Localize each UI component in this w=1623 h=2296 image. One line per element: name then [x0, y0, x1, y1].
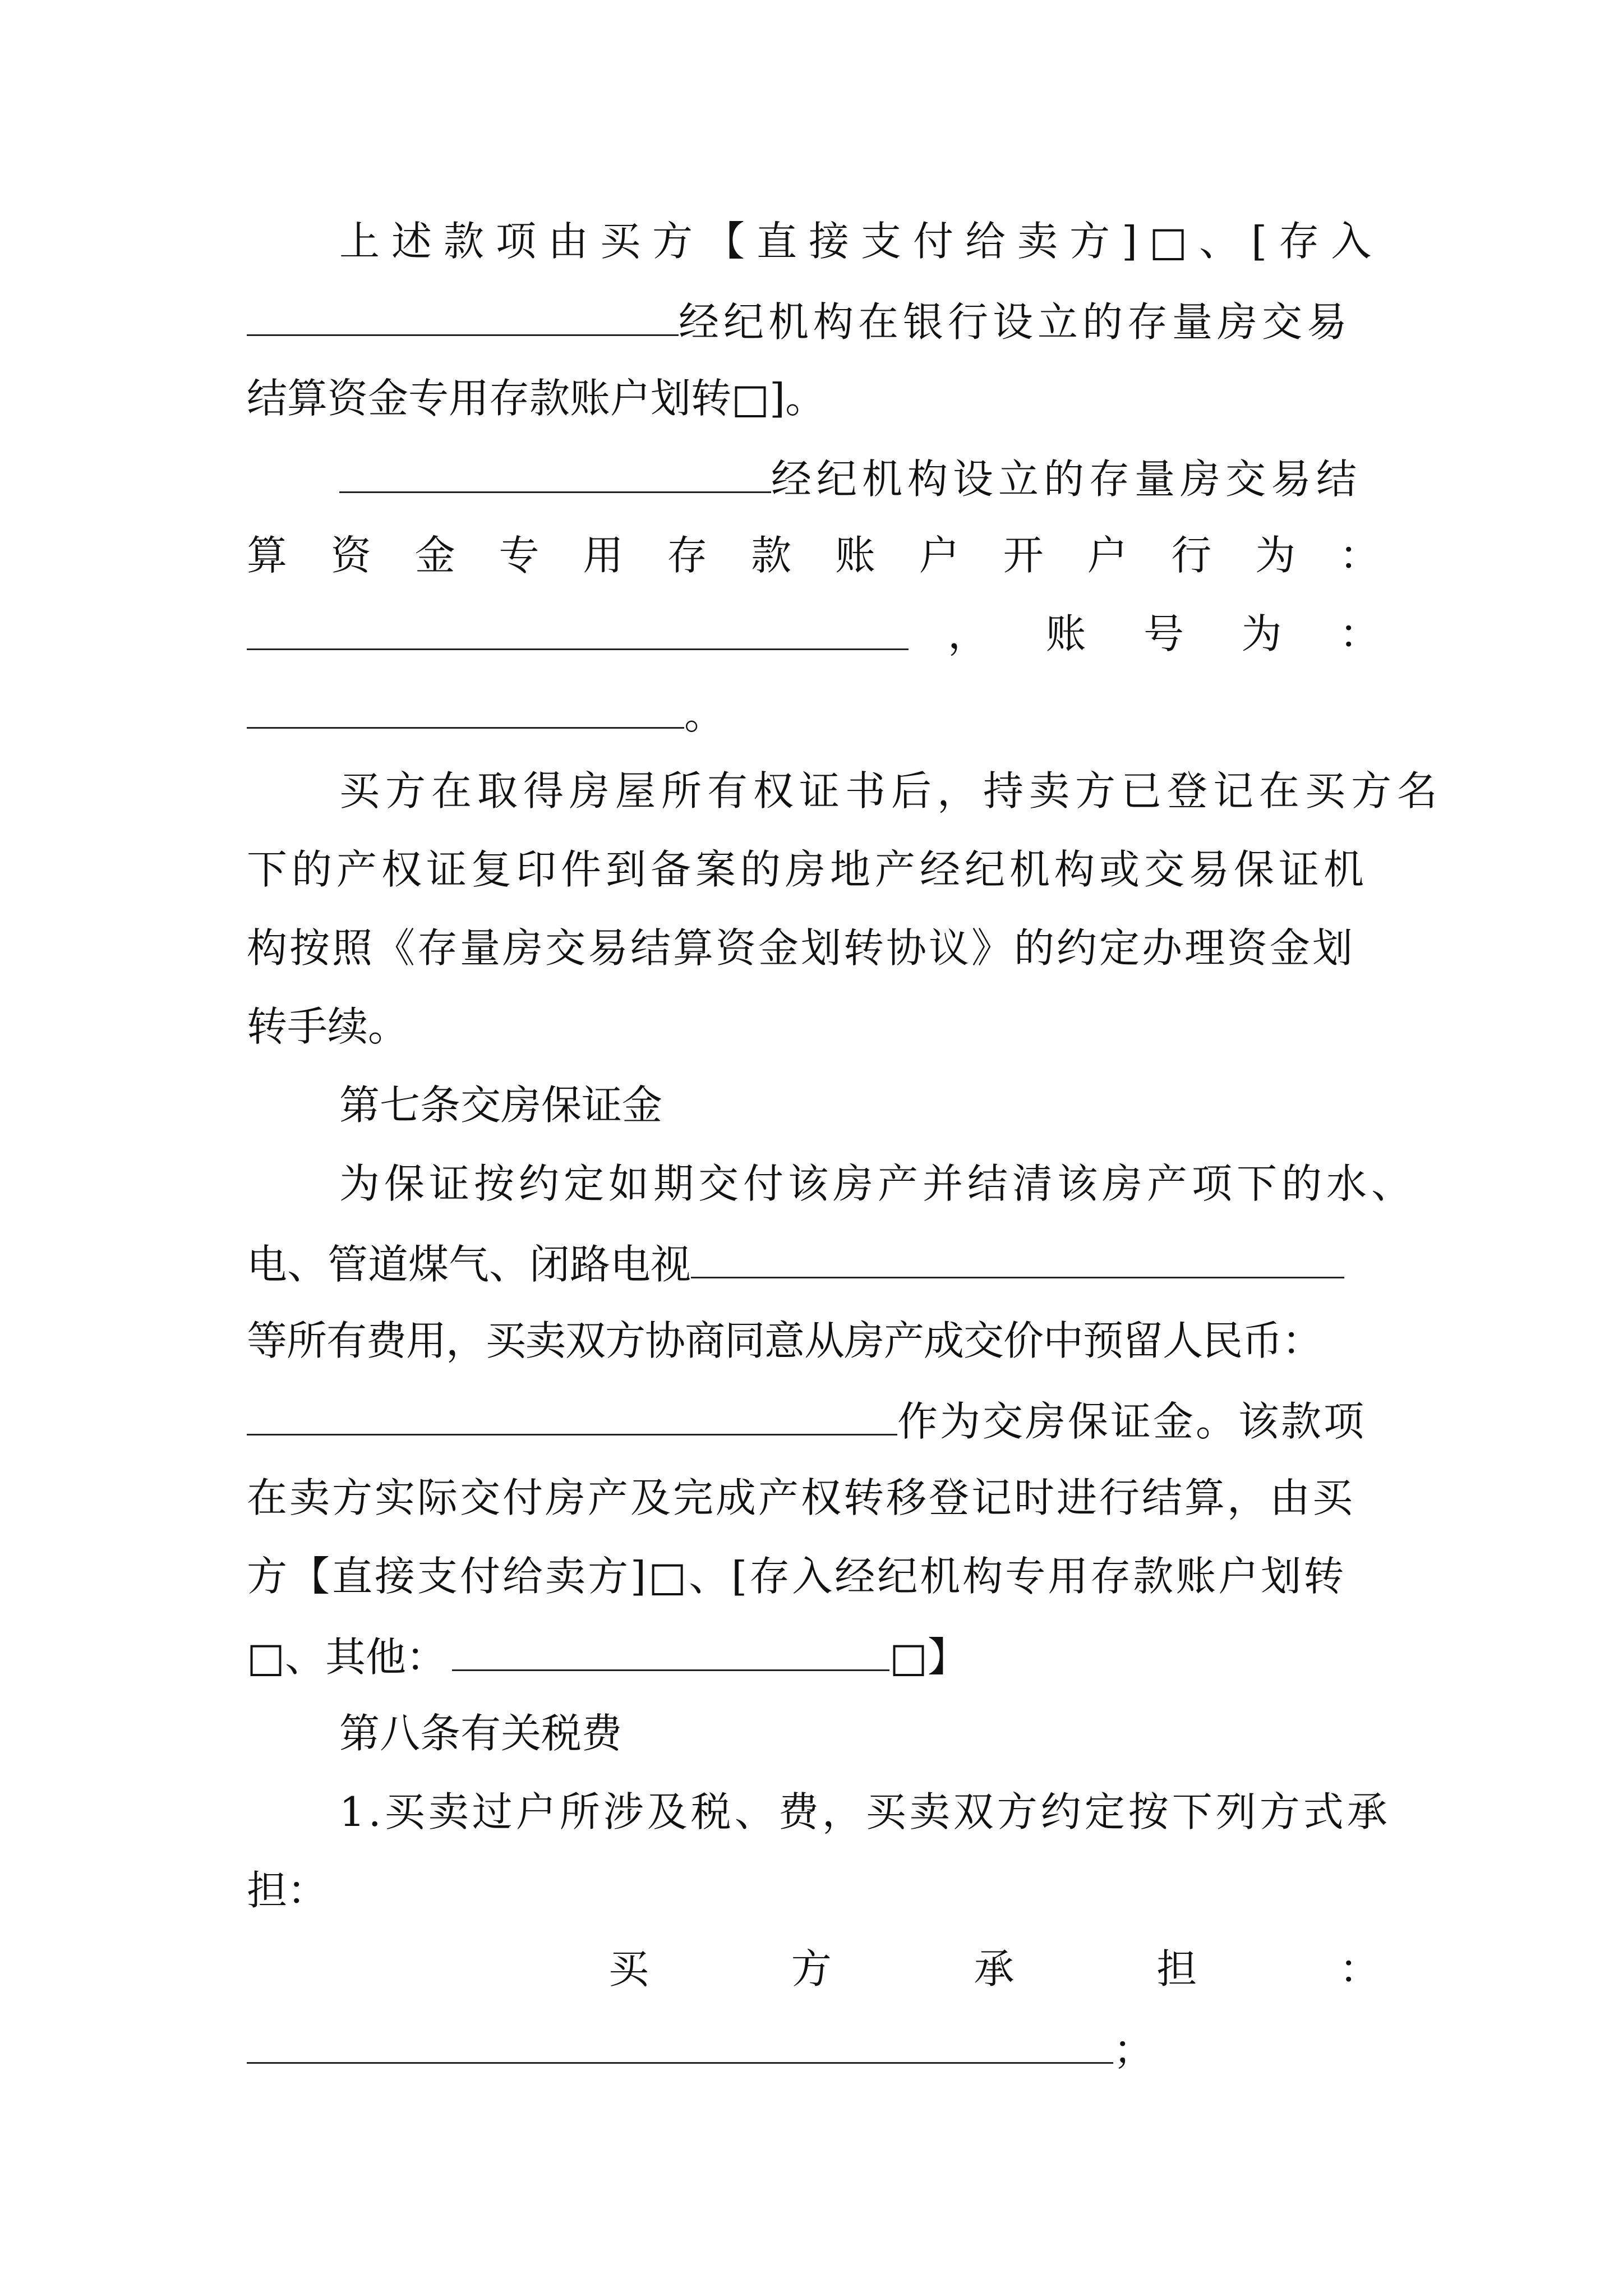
blank-other-method-field[interactable]: [452, 1616, 889, 1671]
paragraph-certificate-line-1: [339, 752, 1444, 830]
text: 经纪机构设立的存量房交易结: [771, 455, 1362, 503]
text: 买方在取得房屋所有权证书后，持卖方已登记在买方名: [339, 767, 1444, 815]
text: 上述款项由买方【直接支付给卖方]□、[存入: [339, 218, 1384, 265]
blank-agency-name-field[interactable]: [247, 280, 679, 336]
deposit-paragraph-line-5: [247, 1458, 1380, 1537]
char: 专: [499, 532, 540, 579]
article-8-heading: [339, 1694, 1380, 1773]
settlement-account-line: [339, 438, 1380, 516]
char: 用: [583, 532, 624, 579]
text: 下的产权证复印件到备案的房地产经纪机构或交易保证机: [247, 846, 1369, 893]
text: 方【直接支付给卖方]□、[存入经纪机构专用存款账户划转: [247, 1553, 1347, 1600]
blank-other-fees-field[interactable]: [691, 1223, 1344, 1278]
deposit-paragraph-line-6: [247, 1537, 1380, 1616]
char: 户: [919, 532, 960, 579]
char: ：: [1339, 610, 1380, 657]
char: 担: [1156, 1945, 1197, 1993]
char: 方: [791, 1945, 832, 1993]
text: ；: [1113, 2026, 1154, 2073]
char: 户: [1087, 532, 1128, 579]
blank-opening-bank-field[interactable]: [247, 595, 909, 650]
char: 为: [1241, 610, 1282, 657]
char: ，: [948, 610, 989, 657]
char: 账: [1045, 610, 1086, 657]
text: 担：: [247, 1867, 328, 1914]
account-number-blank-line: [247, 673, 1380, 752]
tax-clause-line-2: [247, 1851, 1380, 1930]
char: 账: [834, 532, 875, 579]
paragraph-certificate-line-2: [247, 830, 1380, 909]
text: 第八条有关税费: [339, 1710, 623, 1757]
payment-method-line: [339, 202, 1384, 280]
text: 等所有费用，买卖双方协商同意从房产成交价中预留人民币：: [247, 1317, 1322, 1364]
buyer-bears-blank-line: [247, 2008, 1380, 2087]
paragraph-certificate-line-3: [247, 909, 1380, 987]
text: 电、管道煤气、闭路电视: [247, 1241, 691, 1288]
char: 算: [247, 532, 288, 579]
deposit-paragraph-line-2: [247, 1223, 1380, 1301]
article-7-heading: [339, 1066, 1380, 1144]
deposit-paragraph-line-3: [247, 1301, 1380, 1380]
char: ：: [1339, 532, 1380, 579]
opening-bank-label-line: [247, 516, 1380, 595]
text: 为保证按约定如期交付该房产并结清该房产项下的水、: [339, 1160, 1417, 1207]
bank-account-line: [247, 280, 1380, 359]
account-transfer-line: [247, 359, 1380, 438]
char: 款: [751, 532, 792, 579]
account-number-line: [247, 595, 1380, 673]
char: 号: [1143, 610, 1184, 657]
blank-deposit-amount-field[interactable]: [247, 1380, 897, 1435]
blank-account-number-field[interactable]: [247, 673, 684, 729]
blank-buyer-taxes-field[interactable]: [247, 2008, 1113, 2064]
text: 构按照《存量房交易结算资金划转协议》的约定办理资金划: [247, 924, 1355, 972]
char: 金: [414, 532, 455, 579]
paragraph-certificate-line-4: [247, 987, 1380, 1066]
char: 开: [1003, 532, 1044, 579]
text: 转手续。: [247, 1003, 409, 1050]
char: 承: [974, 1945, 1015, 1993]
char: 行: [1171, 532, 1212, 579]
tax-clause-line-1: [339, 1773, 1391, 1851]
blank-agency-name-field-2[interactable]: [339, 438, 771, 493]
buyer-bears-label-line: [608, 1930, 1380, 2008]
char: 存: [667, 532, 708, 579]
char: 买: [608, 1945, 649, 1993]
char: ：: [1339, 1945, 1380, 1993]
deposit-amount-line: [247, 1380, 1380, 1458]
text: 作为交房保证金。该款项: [897, 1398, 1367, 1445]
text: 结算资金专用存款账户划转□]。: [247, 375, 826, 422]
text: □】: [889, 1634, 969, 1681]
text: 在卖方实际交付房产及完成产权转移登记时进行结算，由买: [247, 1474, 1355, 1521]
text: 1.买卖过户所涉及税、费，买卖双方约定按下列方式承: [339, 1788, 1391, 1835]
deposit-paragraph-line-1: [339, 1144, 1417, 1223]
text: 经纪机构在银行设立的存量房交易: [679, 298, 1352, 346]
char: 为: [1255, 532, 1296, 579]
text: 第七条交房保证金: [339, 1082, 663, 1129]
char: 资: [330, 532, 371, 579]
text: 。: [684, 691, 725, 738]
text: □、其他：: [247, 1634, 447, 1681]
deposit-other-line: [247, 1616, 1380, 1694]
